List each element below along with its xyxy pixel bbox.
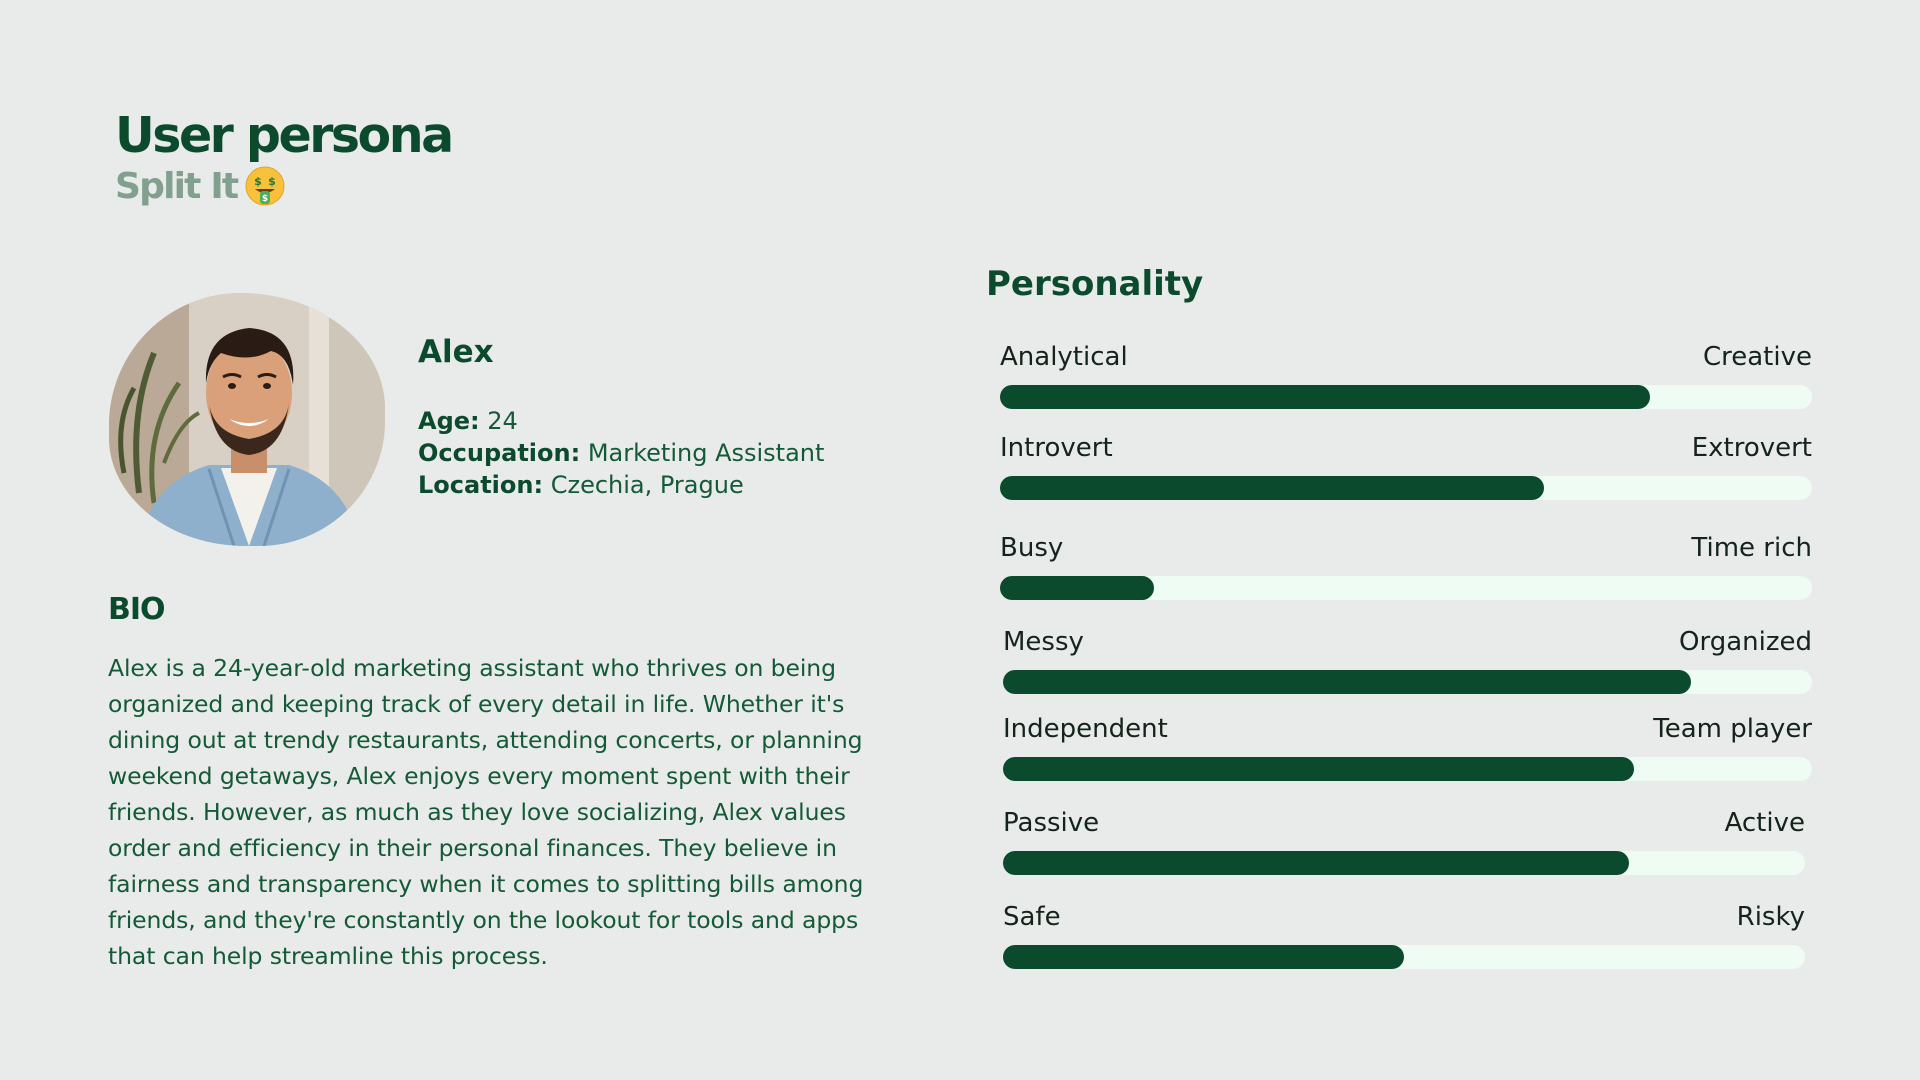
svg-text:$: $ [268,175,277,188]
trait-track [1003,851,1805,875]
trait-left-label: Analytical [1000,342,1128,372]
bio-heading: BIO [108,592,165,627]
trait-fill [1003,670,1691,694]
trait-independent-team-player [1003,713,1812,783]
trait-track [1000,476,1812,500]
trait-track [1003,945,1805,969]
age-row [418,405,824,437]
trait-left-label: Introvert [1000,433,1113,463]
page-title: User persona [115,107,452,164]
age-value: 24 [487,407,518,435]
location-label: Location: [418,471,544,499]
trait-introvert-extrovert [1000,432,1812,502]
subtitle-row [115,165,285,207]
trait-left-label: Safe [1003,902,1061,932]
trait-right-label: Team player [1653,714,1812,744]
trait-track [1000,385,1812,409]
occupation-label: Occupation: [418,439,581,467]
age-label: Age: [418,407,480,435]
trait-messy-organized [1003,626,1812,696]
trait-busy-time-rich [1000,532,1812,602]
trait-fill [1000,476,1544,500]
trait-fill [1000,385,1650,409]
location-row [418,469,824,501]
trait-left-label: Passive [1003,808,1100,838]
trait-track [1000,576,1812,600]
personality-heading: Personality [986,264,1204,304]
trait-left-label: Busy [1000,533,1064,563]
trait-right-label: Extrovert [1691,433,1812,463]
trait-left-label: Independent [1003,714,1168,744]
occupation-row [418,437,824,469]
occupation-value: Marketing Assistant [587,439,825,467]
trait-safe-risky [1003,901,1805,971]
trait-analytical-creative [1000,341,1812,411]
trait-right-label: Time rich [1691,533,1812,563]
page-subtitle: Split It [115,165,238,207]
trait-passive-active [1003,807,1805,877]
svg-text:$: $ [254,175,263,188]
trait-track [1003,757,1812,781]
bio-text: Alex is a 24-year-old marketing assistant who thrives on being organized and keeping track of every detail in life. Whether it's dining out at trendy restaurants, attending concerts, or planning weekend getaways, Alex enjoys every moment spent with their friends. However, as much as they love socializing, Alex values order and efficiency in their personal finances. They believe in fairness and transparency when it comes to splitting bills among friends, and they're constantly on the lookout for tools and apps that can help streamline this process. [108,654,864,970]
trait-fill [1003,757,1634,781]
trait-right-label: Creative [1702,342,1812,372]
trait-track [1003,670,1812,694]
money-mouth-face-icon [245,166,285,206]
trait-right-label: Risky [1736,902,1805,932]
trait-fill [1000,576,1154,600]
trait-fill [1003,851,1629,875]
persona-name: Alex [418,334,494,370]
trait-right-label: Active [1724,808,1805,838]
trait-fill [1003,945,1404,969]
avatar [109,293,385,546]
trait-right-label: Organized [1679,627,1812,657]
persona-facts [418,405,824,501]
svg-text:$: $ [262,194,269,204]
location-value: Czechia, Prague [550,471,744,499]
trait-left-label: Messy [1003,627,1084,657]
